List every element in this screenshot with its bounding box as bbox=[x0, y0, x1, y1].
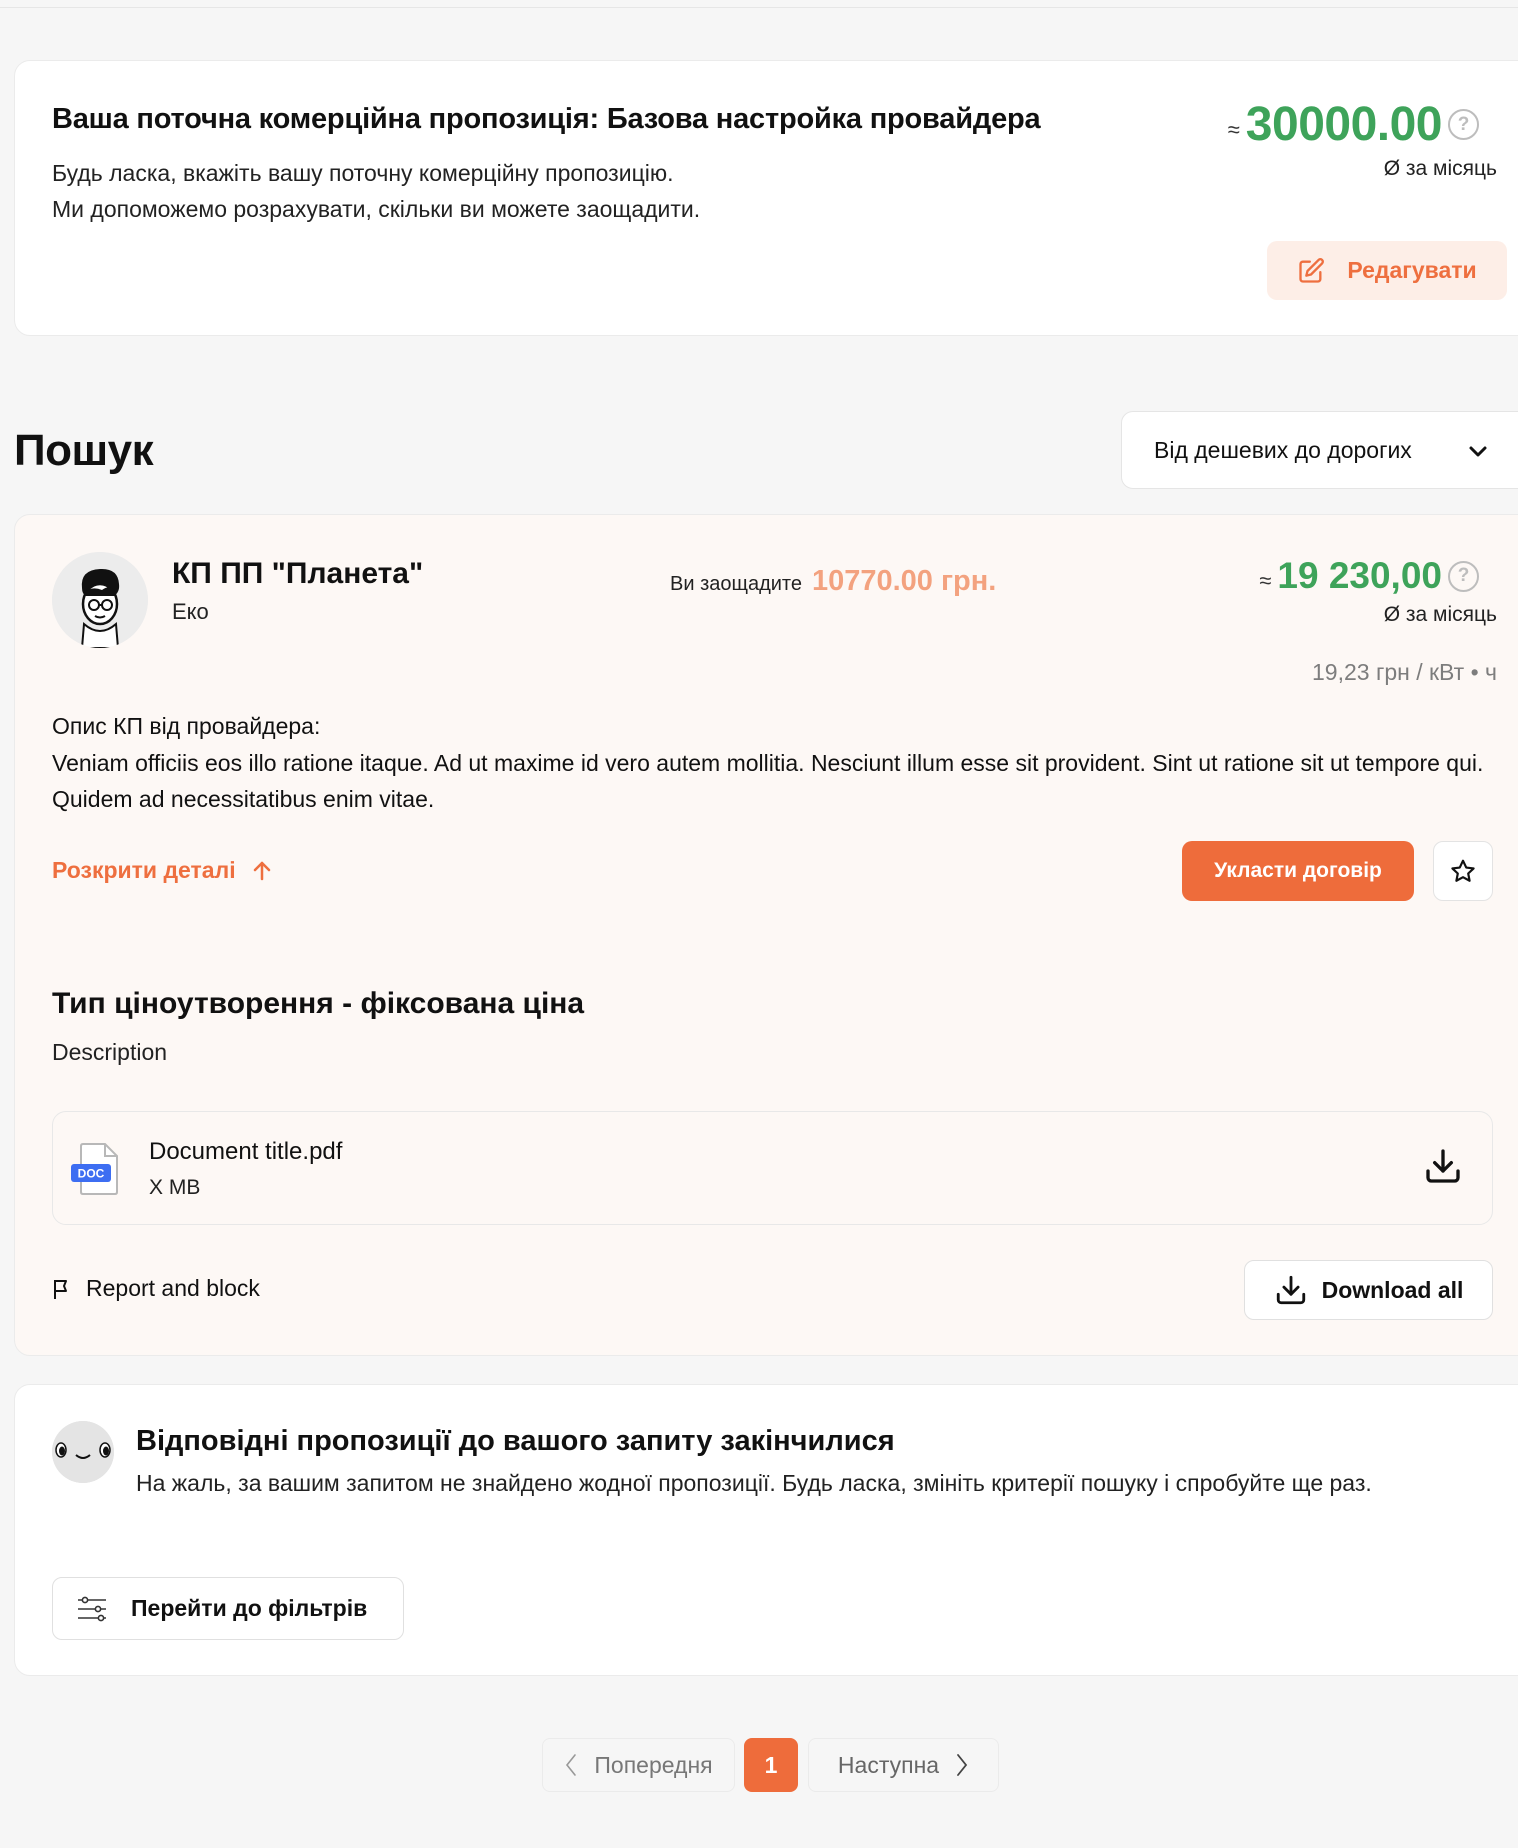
pagination-prev-label: Попередня bbox=[594, 1751, 713, 1778]
empty-state-title: Відповідні пропозиції до вашого запиту закінчилися bbox=[136, 1425, 895, 1457]
pagination-page[interactable]: 1 bbox=[744, 1738, 798, 1792]
current-offer-title: Ваша поточна комерційна пропозиція: Базова настройка провайдера bbox=[52, 103, 1041, 135]
go-to-filters-label: Перейти до фільтрів bbox=[131, 1595, 368, 1621]
arrow-up-icon bbox=[250, 859, 274, 883]
current-offer-description bbox=[52, 155, 952, 227]
sliders-icon bbox=[77, 1595, 107, 1623]
offer-price bbox=[1259, 555, 1479, 597]
current-offer-card bbox=[14, 60, 1518, 336]
price-value: 19 230,00 bbox=[1277, 555, 1442, 596]
top-divider bbox=[0, 0, 1518, 8]
help-icon[interactable]: ? bbox=[1448, 109, 1479, 140]
document-title: Document title.pdf bbox=[149, 1138, 343, 1165]
search-title: Пошук bbox=[14, 426, 154, 475]
provider-avatar bbox=[52, 552, 148, 648]
approx-sign: ≈ bbox=[1259, 568, 1272, 593]
sad-face-icon bbox=[52, 1421, 114, 1483]
empty-state-card bbox=[14, 1384, 1518, 1676]
edit-button[interactable] bbox=[1267, 241, 1507, 300]
help-icon[interactable]: ? bbox=[1448, 561, 1479, 592]
star-icon bbox=[1450, 858, 1476, 884]
flag-icon bbox=[52, 1278, 70, 1300]
pricing-type-description: Description bbox=[52, 1039, 168, 1065]
doc-file-icon bbox=[71, 1142, 123, 1196]
chevron-left-icon bbox=[564, 1752, 578, 1778]
sad-face-illustration bbox=[52, 1421, 114, 1483]
provider-name: КП ПП "Планета" bbox=[172, 557, 424, 590]
download-icon[interactable] bbox=[1423, 1146, 1463, 1186]
savings-value: 10770.00 грн. bbox=[811, 565, 997, 597]
download-all-button[interactable] bbox=[1244, 1260, 1493, 1320]
unit-price: 19,23 грн / кВт • ч bbox=[1312, 659, 1497, 685]
chevron-down-icon bbox=[1466, 440, 1490, 464]
pagination-next[interactable] bbox=[808, 1738, 999, 1792]
empty-state-text: На жаль, за вашим запитом не знайдено жодної пропозиції. Будь ласка, змініть критерії пошуку і спробуйте ще раз. bbox=[136, 1470, 1372, 1496]
sign-contract-button[interactable]: Укласти договір bbox=[1182, 841, 1414, 901]
download-icon bbox=[1274, 1273, 1308, 1307]
go-to-filters-button[interactable] bbox=[52, 1577, 404, 1640]
document-row[interactable] bbox=[52, 1111, 1493, 1225]
description-text: Veniam officiis eos illo ratione itaque. Ad ut maxime id vero autem mollitia. Nesciunt illum esse sit provident. Sint ut ratione sit ut tempore qui. Quidem ad necessitatibus enim vitae. bbox=[52, 750, 1484, 812]
description-label: Опис КП від провайдера: bbox=[52, 713, 321, 739]
pricing-type-title: Тип ціноутворення - фіксована ціна bbox=[52, 987, 585, 1020]
favorite-button[interactable] bbox=[1433, 841, 1493, 901]
description-line: Ми допоможемо розрахувати, скільки ви можете заощадити. bbox=[52, 196, 701, 222]
provider-type: Еко bbox=[172, 599, 209, 624]
provider-avatar-illustration bbox=[52, 552, 148, 648]
approx-sign: ≈ bbox=[1227, 116, 1240, 142]
report-block-label: Report and block bbox=[86, 1275, 260, 1301]
report-block-link[interactable] bbox=[52, 1275, 260, 1302]
current-offer-price bbox=[1228, 97, 1479, 152]
price-value: 30000.00 bbox=[1245, 98, 1442, 151]
offer-card bbox=[14, 514, 1518, 1356]
price-period: Ø за місяць bbox=[1383, 603, 1497, 626]
download-all-label: Download all bbox=[1321, 1276, 1464, 1303]
toggle-details-link[interactable] bbox=[52, 857, 274, 884]
document-size: X MB bbox=[149, 1176, 201, 1199]
pagination-prev[interactable] bbox=[542, 1738, 735, 1792]
toggle-details-label: Розкрити деталі bbox=[52, 857, 236, 883]
doc-badge: DOC bbox=[77, 1166, 105, 1181]
pagination-next-label: Наступна bbox=[837, 1751, 940, 1778]
sort-select[interactable] bbox=[1121, 411, 1518, 489]
description-line: Будь ласка, вкажіть вашу поточну комерційну пропозицію. bbox=[52, 160, 674, 186]
edit-icon bbox=[1297, 257, 1325, 285]
edit-button-label: Редагувати bbox=[1347, 257, 1477, 283]
chevron-right-icon bbox=[955, 1752, 969, 1778]
price-period: Ø за місяць bbox=[1383, 157, 1497, 180]
sort-select-value: Від дешевих до дорогих bbox=[1154, 436, 1412, 463]
savings bbox=[670, 565, 996, 598]
savings-label: Ви заощадите bbox=[670, 573, 802, 595]
